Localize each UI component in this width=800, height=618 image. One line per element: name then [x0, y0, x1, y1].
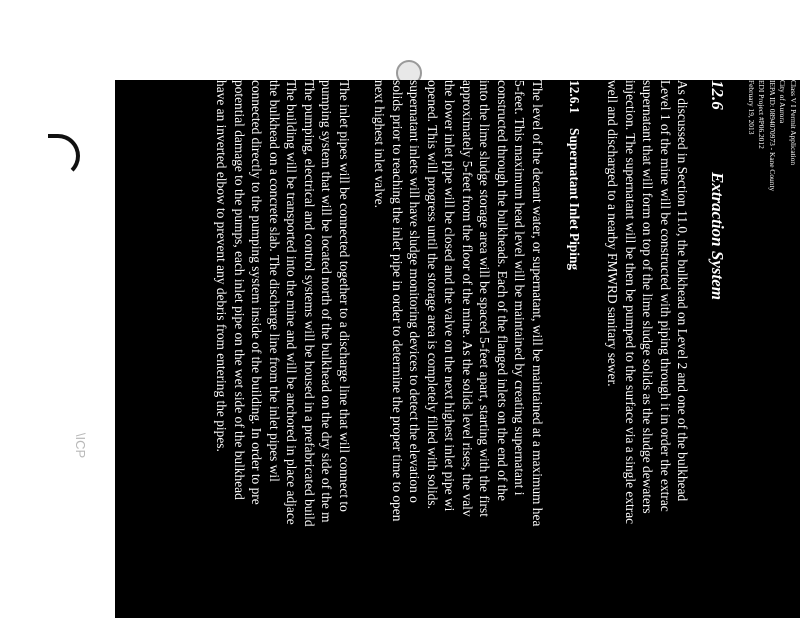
header-line: February 19, 2013	[746, 80, 756, 135]
text-line: connected directly to the pumping system inside of the building. In order to pre	[249, 80, 265, 505]
text-line: As discussed in Section 11.0, the bulkhead on Level 2 and one of the bulkhead	[675, 80, 691, 502]
text-line: injection. The supernatant will be then be pumped to the surface via a single extrac	[622, 80, 638, 525]
text-line: potential damage to the pumps, each inlet pipe on the wet side of the bulkhead	[231, 80, 247, 500]
text-line: supernatant that will form on top of the lime sludge solids as the sludge dewaters	[640, 80, 656, 514]
text-line: the lower inlet pipe will be closed and the valve on the next highest inlet pipe wi	[442, 80, 458, 512]
text-line: well and discharged to a nearby FMWRD sanitary sewer.	[605, 80, 621, 387]
paragraph-intro	[604, 80, 692, 618]
text-line: the bulkhead on a concrete slab. The discharge line from the inlet pipes wil	[266, 80, 282, 482]
text-line: into the lime sludge storage area will be spaced 5-feet apart, starting with the first	[477, 80, 493, 517]
rotated-document	[115, 80, 800, 618]
scanned-page	[115, 80, 800, 618]
header-line: City of Aurora	[778, 80, 788, 124]
margin-bleed-mark: \ICP	[73, 432, 89, 459]
section-number: 12.6	[708, 80, 728, 110]
text-line: pumping system that will be located north of the bulkhead on the dry side of the m	[319, 80, 335, 523]
text-line: solids prior to reaching the inlet pipe in order to determine the proper time to open	[389, 80, 405, 522]
subsection-title: Supernatant Inlet Piping	[566, 128, 582, 271]
section-title: Extraction System	[708, 172, 728, 300]
text-line: Level 1 of the mine will be constructed with piping through it in order the extrac	[657, 80, 673, 512]
subsection-number: 12.6.1	[566, 80, 582, 114]
text-line: approximately 5-feet from the floor of the mine. As the solids level rises, the valv	[459, 80, 475, 517]
header-line: IEPA ID: 0894070973 - Kane County	[767, 80, 777, 192]
section-heading	[707, 80, 727, 618]
page-curl-mark	[48, 134, 80, 178]
text-line: The level of the decant water, or supernatant, will be maintained at a maximum hea	[529, 80, 545, 527]
text-line: 5-feet. This maximum head level will be maintained by creating supernatant i	[512, 80, 528, 496]
paragraph-decant	[371, 80, 546, 618]
paragraph-inlet-pipes	[213, 80, 353, 618]
text-line: next highest inlet valve.	[372, 80, 388, 208]
subsection-heading	[566, 80, 582, 618]
text-line: constructed through the bulkheads. Each of the flanged inlets on the end of the	[494, 80, 510, 501]
document-header	[745, 80, 798, 618]
text-line: The inlet pipes will be connected together to a discharge line that will connect to	[336, 80, 352, 512]
header-line: Class V I Permit Application	[789, 80, 798, 166]
text-line: The pumping, electrical and control systems will be housed in a prefabricated build	[301, 80, 317, 527]
header-line: EDI Project #P06.2012	[757, 80, 767, 149]
text-line: supernatant inlets will have sludge monitoring devices to detect the elevation o	[407, 80, 423, 503]
text-line: The building will be transported into the mine and will be anchored in place adjace	[284, 80, 300, 525]
text-line: opened. This will progress until the storage area is completely filled with solids.	[424, 80, 440, 509]
text-line: have an inverted elbow to prevent any debris from entering the pipes.	[214, 80, 230, 452]
